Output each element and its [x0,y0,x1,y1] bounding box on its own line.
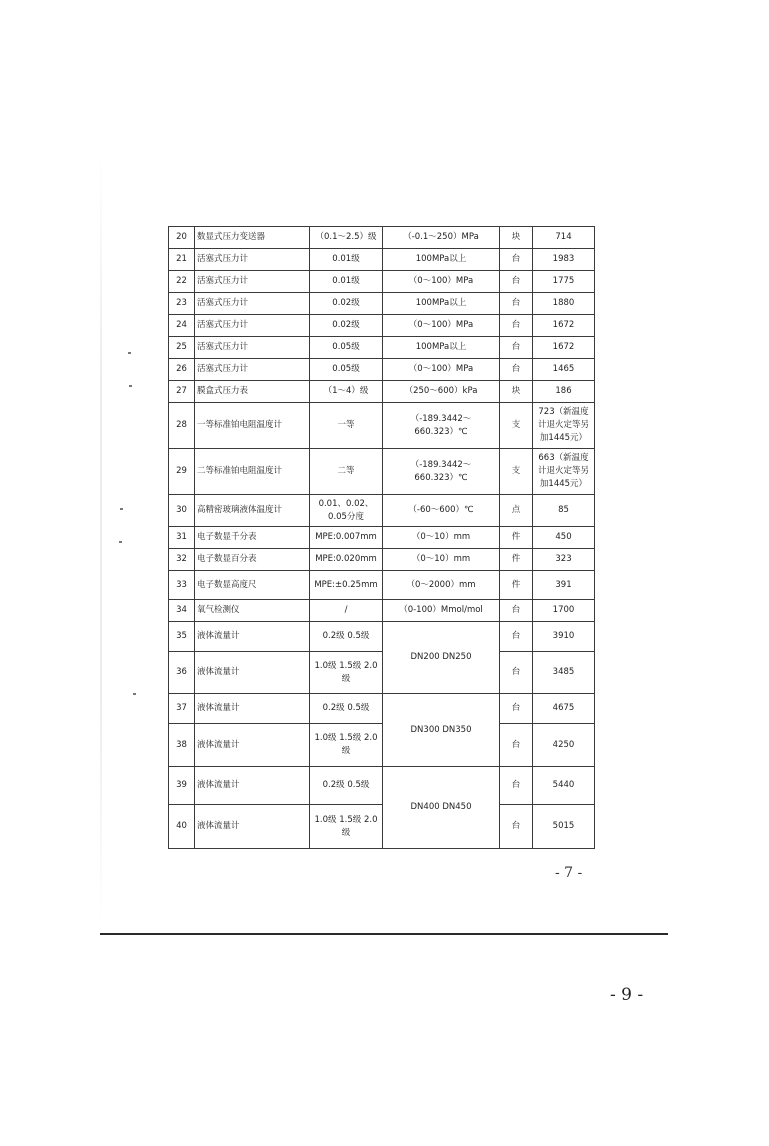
table-row [169,271,595,293]
accuracy-grade: 一等 [310,403,383,449]
row-number: 23 [169,293,195,315]
table-row [169,622,595,652]
price: 663（新温度计退火定等另加1445元） [533,449,595,495]
price: 3485 [533,652,595,694]
price: 4250 [533,724,595,767]
row-number: 37 [169,694,195,724]
accuracy-grade: 0.01、0.02、0.05分度 [310,495,383,527]
accuracy-grade: MPE:0.007mm [310,527,383,549]
measuring-range: （-189.3442～660.323）℃ [383,449,500,495]
price: 1880 [533,293,595,315]
price: 323 [533,549,595,571]
instrument-name: 高精密玻璃液体温度计 [195,495,310,527]
accuracy-grade: 二等 [310,449,383,495]
row-number: 38 [169,724,195,767]
price-table [168,226,595,849]
inner-page-number: - 7 - [555,865,583,881]
accuracy-grade: 0.01级 [310,249,383,271]
price: 391 [533,571,595,600]
row-number: 22 [169,271,195,293]
unit: 台 [500,249,533,271]
table-row [169,571,595,600]
instrument-name: 液体流量计 [195,694,310,724]
accuracy-grade: 0.02级 [310,315,383,337]
instrument-name: 活塞式压力计 [195,271,310,293]
accuracy-grade: 0.02级 [310,293,383,315]
unit: 块 [500,227,533,249]
price: 1465 [533,359,595,381]
accuracy-grade: 1.0级 1.5级 2.0级 [310,805,383,849]
row-number: 30 [169,495,195,527]
table-row [169,495,595,527]
measuring-range: （-0.1～250）MPa [383,227,500,249]
price: 4675 [533,694,595,724]
accuracy-grade: 0.05级 [310,359,383,381]
price: 450 [533,527,595,549]
accuracy-grade: / [310,600,383,622]
instrument-name: 液体流量计 [195,622,310,652]
row-number: 33 [169,571,195,600]
scan-speck [120,508,123,510]
row-number: 31 [169,527,195,549]
unit: 件 [500,527,533,549]
accuracy-grade: MPE:±0.25mm [310,571,383,600]
row-number: 25 [169,337,195,359]
instrument-name: 活塞式压力计 [195,315,310,337]
row-number: 26 [169,359,195,381]
price: 1700 [533,600,595,622]
table-row [169,227,595,249]
unit: 台 [500,767,533,805]
accuracy-grade: （1～4）级 [310,381,383,403]
instrument-name: 二等标准铂电阻温度计 [195,449,310,495]
table-row [169,724,595,767]
measuring-range: （0～10）mm [383,527,500,549]
page-edge-shadow [100,150,102,930]
price: 1983 [533,249,595,271]
unit: 台 [500,337,533,359]
instrument-name: 液体流量计 [195,805,310,849]
instrument-name: 活塞式压力计 [195,249,310,271]
measuring-range: （0～100）MPa [383,315,500,337]
table-row [169,600,595,622]
measuring-range: （0～100）MPa [383,271,500,293]
price: 3910 [533,622,595,652]
price: 723（新温度计退火定等另加1445元） [533,403,595,449]
unit: 件 [500,571,533,600]
row-number: 27 [169,381,195,403]
scan-speck [133,693,136,695]
measuring-range: （0～10）mm [383,549,500,571]
row-number: 36 [169,652,195,694]
measuring-range-merged: DN400 DN450 [383,767,500,849]
unit: 支 [500,449,533,495]
instrument-name: 数显式压力变送器 [195,227,310,249]
instrument-name: 液体流量计 [195,652,310,694]
row-number: 32 [169,549,195,571]
row-number: 39 [169,767,195,805]
price: 1775 [533,271,595,293]
instrument-name: 一等标准铂电阻温度计 [195,403,310,449]
measuring-range-merged: DN200 DN250 [383,622,500,694]
scan-speck [129,385,132,387]
measuring-range: （-189.3442～660.323）℃ [383,403,500,449]
instrument-name: 膜盒式压力表 [195,381,310,403]
row-number: 28 [169,403,195,449]
table-row [169,315,595,337]
table-row [169,449,595,495]
unit: 件 [500,549,533,571]
measuring-range: （-60～600）℃ [383,495,500,527]
measuring-range: （0-100）Mmol/mol [383,600,500,622]
unit: 台 [500,600,533,622]
table-row [169,359,595,381]
unit: 台 [500,359,533,381]
price: 5015 [533,805,595,849]
page-bottom-edge [100,933,668,935]
unit: 块 [500,381,533,403]
accuracy-grade: 1.0级 1.5级 2.0级 [310,724,383,767]
row-number: 34 [169,600,195,622]
instrument-name: 活塞式压力计 [195,359,310,381]
table-row [169,403,595,449]
instrument-name: 活塞式压力计 [195,293,310,315]
unit: 台 [500,315,533,337]
table-row [169,527,595,549]
unit: 台 [500,652,533,694]
measuring-range: （0～100）MPa [383,359,500,381]
row-number: 21 [169,249,195,271]
instrument-name: 液体流量计 [195,767,310,805]
measuring-range-merged: DN300 DN350 [383,694,500,767]
row-number: 29 [169,449,195,495]
table-row [169,293,595,315]
price: 5440 [533,767,595,805]
table-row [169,549,595,571]
unit: 点 [500,495,533,527]
row-number: 24 [169,315,195,337]
row-number: 35 [169,622,195,652]
table-row [169,652,595,694]
accuracy-grade: 0.05级 [310,337,383,359]
table-row [169,337,595,359]
instrument-name: 电子数显百分表 [195,549,310,571]
scan-speck [119,541,122,543]
price: 186 [533,381,595,403]
accuracy-grade: 0.01级 [310,271,383,293]
table-row [169,767,595,805]
table-row [169,249,595,271]
measuring-range: （0～2000）mm [383,571,500,600]
outer-page-number: - 9 - [610,985,644,1005]
unit: 台 [500,271,533,293]
unit: 台 [500,694,533,724]
accuracy-grade: 0.2级 0.5级 [310,622,383,652]
accuracy-grade: 1.0级 1.5级 2.0级 [310,652,383,694]
price: 1672 [533,315,595,337]
price: 1672 [533,337,595,359]
price: 714 [533,227,595,249]
table-row [169,694,595,724]
unit: 台 [500,293,533,315]
measuring-range: 100MPa以上 [383,293,500,315]
unit: 台 [500,724,533,767]
measuring-range: （250～600）kPa [383,381,500,403]
instrument-name: 液体流量计 [195,724,310,767]
measuring-range: 100MPa以上 [383,249,500,271]
accuracy-grade: 0.2级 0.5级 [310,694,383,724]
unit: 台 [500,622,533,652]
table-row [169,381,595,403]
instrument-name: 活塞式压力计 [195,337,310,359]
accuracy-grade: （0.1～2.5）级 [310,227,383,249]
accuracy-grade: MPE:0.020mm [310,549,383,571]
instrument-name: 电子数显千分表 [195,527,310,549]
price: 85 [533,495,595,527]
scan-speck [128,352,131,354]
table-row [169,805,595,849]
unit: 支 [500,403,533,449]
accuracy-grade: 0.2级 0.5级 [310,767,383,805]
unit: 台 [500,805,533,849]
instrument-name: 氧气检测仪 [195,600,310,622]
row-number: 40 [169,805,195,849]
measuring-range: 100MPa以上 [383,337,500,359]
instrument-name: 电子数显高度尺 [195,571,310,600]
row-number: 20 [169,227,195,249]
